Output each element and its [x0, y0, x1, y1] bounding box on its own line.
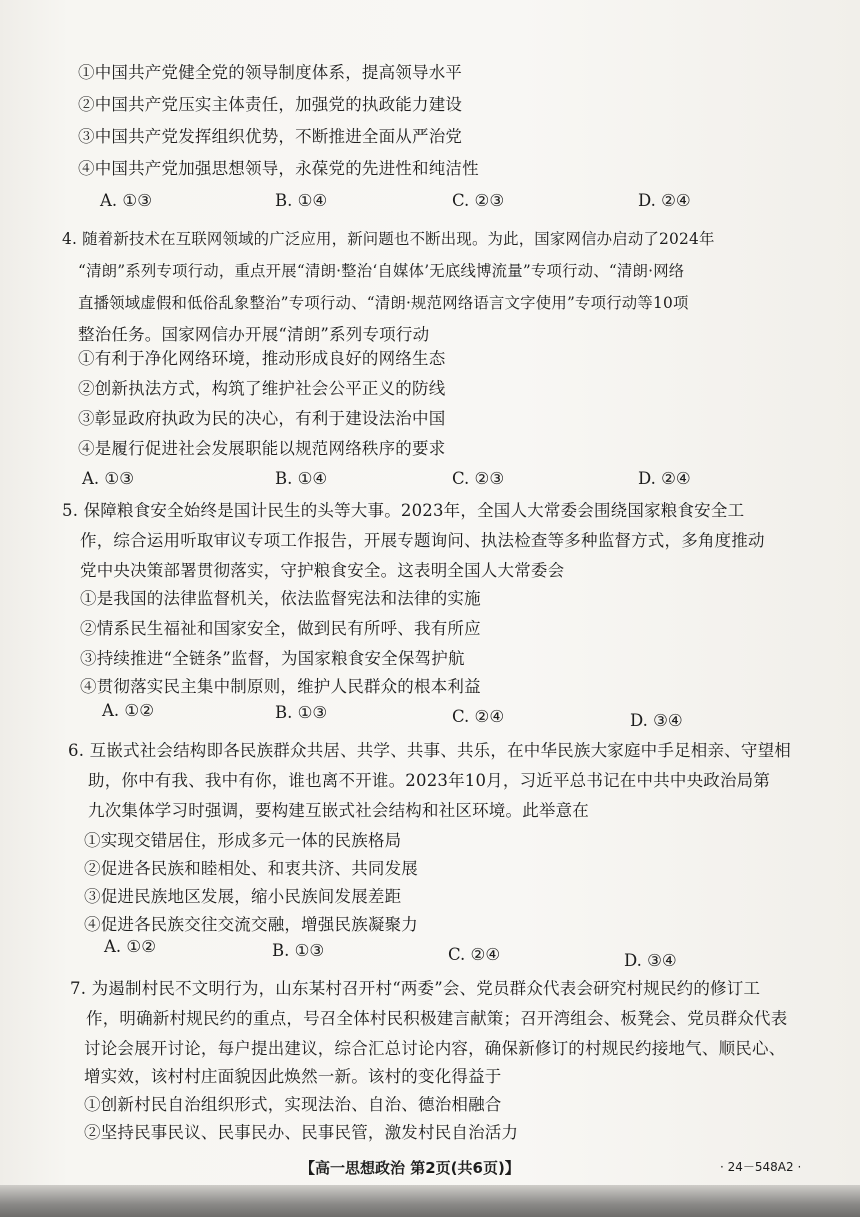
q6-stem-line-3: 九次集体学习时强调，要构建互嵌式社会结构和社区环境。此举意在: [88, 801, 589, 820]
q4-statement-1: ①有利于净化网络环境，推动形成良好的网络生态: [78, 349, 446, 368]
q6-option-b: B. ①③: [272, 941, 325, 960]
q5-stem-line-1: 5. 保障粮食安全始终是国计民生的头等大事。2023年，全国人大常委会围绕国家粮食安全工: [62, 501, 745, 520]
q6-option-c: C. ②④: [448, 945, 501, 964]
q7-statement-1: ①创新村民自治组织形式，实现法治、自治、德治相融合: [84, 1095, 502, 1114]
q5-option-b: B. ①③: [275, 703, 328, 722]
q7-stem-line-4: 增实效，该村村庄面貌因此焕然一新。该村的变化得益于: [84, 1067, 502, 1086]
q3-statement-2: ②中国共产党压实主体责任，加强党的执政能力建设: [78, 95, 463, 114]
q6-option-a: A. ①②: [104, 937, 156, 956]
q6-statement-1: ①实现交错居住，形成多元一体的民族格局: [84, 831, 402, 850]
q6-stem-line-1: 6. 互嵌式社会结构即各民族群众共居、共学、共事、共乐，在中华民族大家庭中手足相亲、守望相: [68, 741, 791, 760]
q6-statement-4: ④促进各民族交往交流交融，增强民族凝聚力: [84, 915, 418, 934]
q5-stem-line-3: 党中央决策部署贯彻落实，守护粮食安全。这表明全国人大常委会: [80, 561, 565, 580]
q5-option-a: A. ①②: [102, 701, 154, 720]
page-footer-code: · 24－548A2 ·: [720, 1160, 802, 1174]
q4-option-b: B. ①④: [275, 469, 328, 488]
q5-statement-4: ④贯彻落实民主集中制原则，维护人民群众的根本利益: [80, 677, 481, 696]
q5-option-d: D. ③④: [630, 711, 683, 730]
q6-statement-2: ②促进各民族和睦相处、和衷共济、共同发展: [84, 859, 418, 878]
q4-statement-3: ③彰显政府执政为民的决心，有利于建设法治中国: [78, 409, 446, 428]
q5-stem-line-2: 作，综合运用听取审议专项工作报告，开展专题询问、执法检查等多种监督方式，多角度推动: [80, 531, 765, 550]
q4-statement-2: ②创新执法方式，构筑了维护社会公平正义的防线: [78, 379, 446, 398]
q4-option-d: D. ②④: [638, 469, 691, 488]
q6-stem-line-2: 助，你中有我、我中有你，谁也离不开谁。2023年10月，习近平总书记在中共中央政治局第: [88, 771, 771, 790]
q4-stem-line-1: 4. 随着新技术在互联网领域的广泛应用，新问题也不断出现。为此，国家网信办启动了2024年: [62, 230, 715, 248]
q4-stem-line-2: “清朗”系列专项行动，重点开展“清朗·整治‘自媒体’无底线博流量”专项行动、“清朗·网络: [78, 262, 685, 280]
q5-statement-2: ②情系民生福祉和国家安全，做到民有所呼、我有所应: [80, 619, 481, 638]
page-footer-title: 【高一思想政治 第2页(共6页)】: [300, 1159, 520, 1177]
q3-statement-4: ④中国共产党加强思想领导，永葆党的先进性和纯洁性: [78, 159, 479, 178]
q7-statement-2: ②坚持民事民议、民事民办、民事民管，激发村民自治活力: [84, 1123, 519, 1142]
q4-stem-line-3: 直播领域虚假和低俗乱象整治”专项行动、“清朗·规范网络语言文字使用”专项行动等10项: [78, 294, 689, 312]
q7-stem-line-3: 讨论会展开讨论，每户提出建议，综合汇总讨论内容，确保新修订的村规民约接地气、顺民心、: [84, 1039, 786, 1058]
q7-stem-line-1: 7. 为遏制村民不文明行为，山东某村召开村“两委”会、党员群众代表会研究村规民约的修订工: [70, 979, 761, 998]
q3-statement-1: ①中国共产党健全党的领导制度体系，提高领导水平: [78, 63, 463, 82]
q4-statement-4: ④是履行促进社会发展职能以规范网络秩序的要求: [78, 439, 446, 458]
q6-option-d: D. ③④: [624, 951, 677, 970]
q3-statement-3: ③中国共产党发挥组织优势，不断推进全面从严治党: [78, 127, 463, 146]
scan-shadow-band: [0, 1185, 860, 1217]
q5-statement-1: ①是我国的法律监督机关，依法监督宪法和法律的实施: [80, 589, 481, 608]
q3-option-c: C. ②③: [452, 191, 505, 210]
q3-option-b: B. ①④: [275, 191, 328, 210]
q4-option-a: A. ①③: [82, 469, 134, 488]
q6-statement-3: ③促进民族地区发展，缩小民族间发展差距: [84, 887, 402, 906]
q4-stem-line-4: 整治任务。国家网信办开展“清朗”系列专项行动: [78, 325, 430, 344]
q5-statement-3: ③持续推进“全链条”监督，为国家粮食安全保驾护航: [80, 649, 465, 668]
q4-option-c: C. ②③: [452, 469, 505, 488]
q7-stem-line-2: 作，明确新村规民约的重点，号召全体村民积极建言献策；召开湾组会、板凳会、党员群众代表: [86, 1009, 788, 1028]
q5-option-c: C. ②④: [452, 707, 505, 726]
q3-option-a: A. ①③: [100, 191, 152, 210]
q3-option-d: D. ②④: [638, 191, 691, 210]
